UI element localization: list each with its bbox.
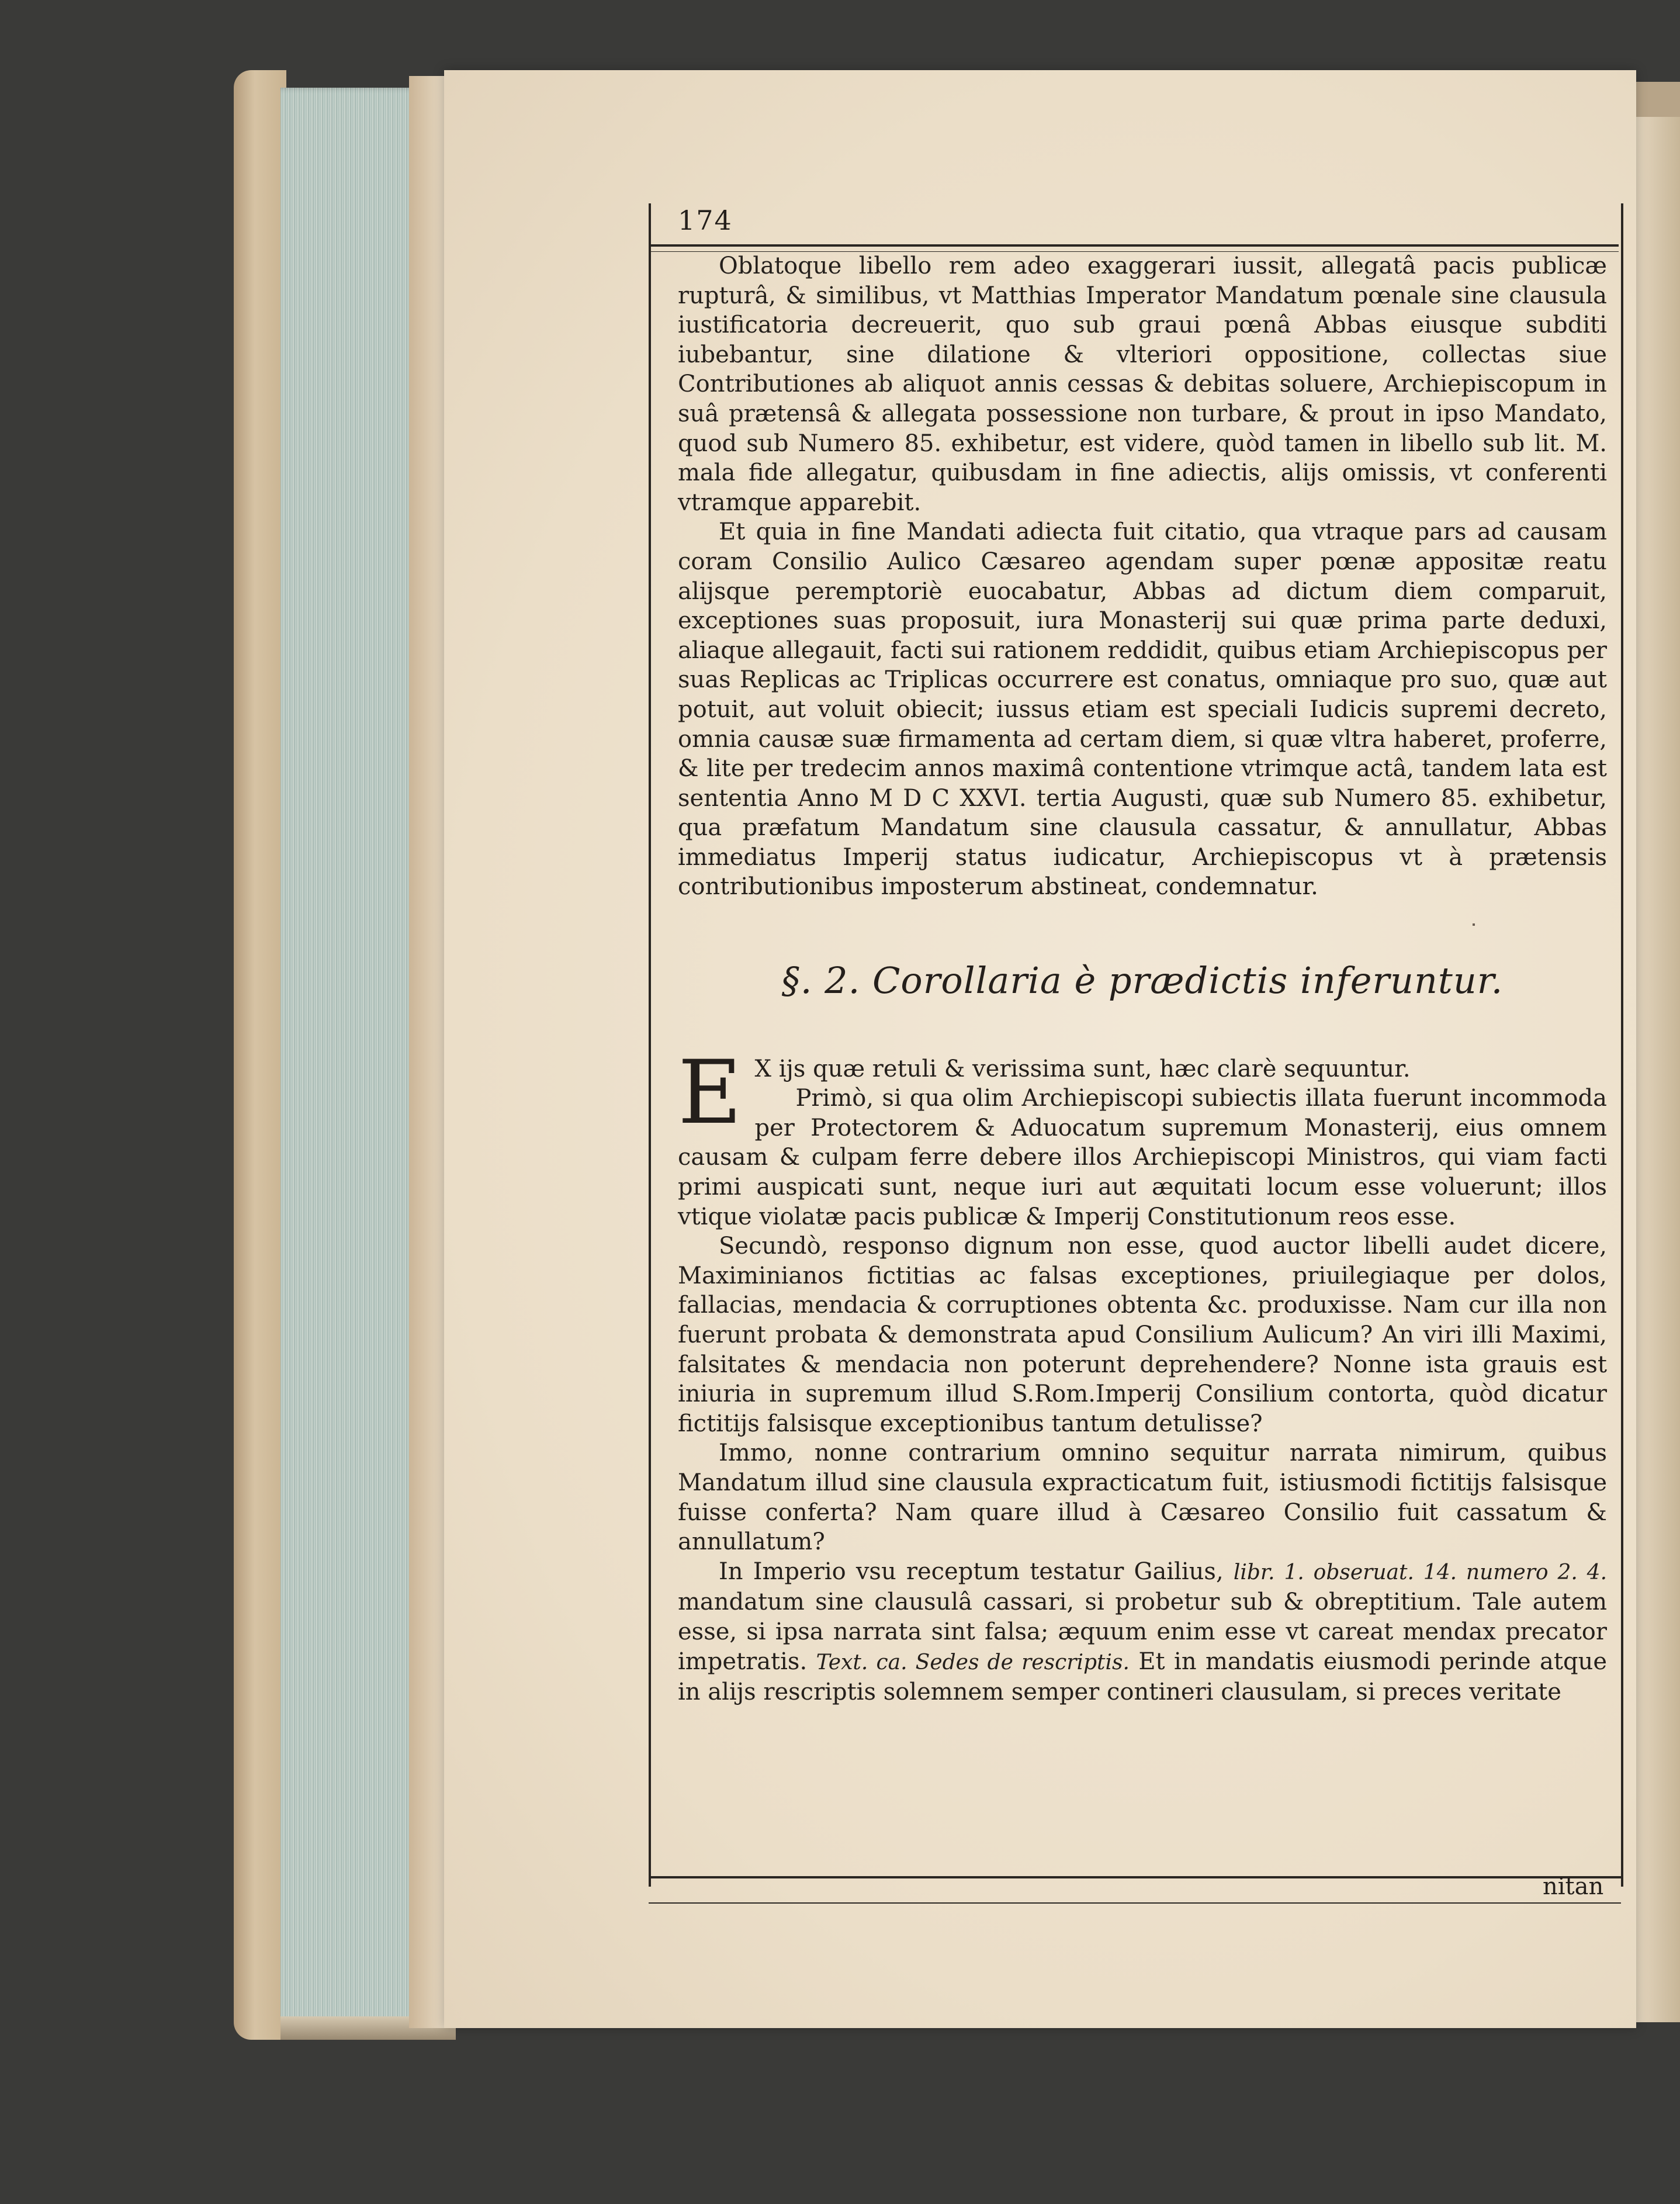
section-heading: §. 2. Corollaria è prædictis inferuntur. <box>781 959 1504 1002</box>
dropcap-text: X ijs quæ retuli & verissima sunt, hæc clarè sequuntur. <box>754 1055 1411 1082</box>
paragraph-6-lead: In Imperio vsu receptum testatur Gailius, <box>719 1558 1224 1585</box>
paragraph-6-mid: mandatum sine clausulâ cassari, si probetur sub & obreptitium. Tale autem esse, si ipsa narrata sint falsa; æquum enim esse vt careat mendax precator impetratis. <box>678 1589 1607 1675</box>
catchword: nitan <box>1543 1873 1604 1900</box>
paragraph-1: Oblatoque libello rem adeo exaggerari iussit, allegatâ pacis publicæ rupturâ, & similibus, vt Matthias Imperator Mandatum pœnale sine clausula iustificatoria decreuerit, quo sub graui pœnâ Abbas eiusque subditi iubebantur, sine dilatione & vlteriori oppositione, collectas siue Contributiones ab aliquot annis cessas & debitas soluere, Archiepiscopum in suâ prætensâ & allegata possessione non turbare, & prout in ipso Mandato, quod sub Numero 85. exhibetur, est videre, quòd tamen in libello sub lit. M. mala fide allegatur, quibusdam in fine adiectis, alijs omissis, vt conferenti vtramque apparebit. <box>678 252 1607 516</box>
header-rule <box>649 244 1619 247</box>
paragraph-4: Secundò, responso dignum non esse, quod auctor libelli audet dicere, Maximinianos fictitias ac falsas exceptiones, priuilegiaque per dolos, fallacias, mendacia & corruptiones obtenta &c. produxisse. Nam cur illa non fuerunt probata & demonstrata apud Consilium Aulicum? An viri illi Maximi, falsitates & mendacia non poterunt deprehendere? Nonne ista grauis est iniuria in supremum illud S.Rom.Imperij Consilium contorta, quòd dicatur fictitijs falsisque exceptionibus tantum detulisse? <box>678 1233 1607 1437</box>
page-body <box>678 251 1607 1707</box>
page-number: 174 <box>678 205 733 236</box>
footer-rule-thin <box>649 1902 1621 1904</box>
paragraph-6 <box>678 1557 1607 1707</box>
citation-gailius: libr. 1. obseruat. 14. numero 2. 4. <box>1233 1560 1608 1584</box>
paragraph-3: Primò, si qua olim Archiepiscopi subiectis illata fuerunt incommoda per Protectorem & Aduocatum supremum Monasterij, eius omnem causam & culpam ferre debere illos Archiepiscopi Ministros, qui viam facti primi auspicati sunt, neque iuri aut æquitati locum esse voluerunt; illos vtique violatæ pacis publicæ & Imperij Constitutionum reos esse. <box>678 1085 1607 1230</box>
paragraph-6-end: Et in mandatis eiusmodi perinde atque in alijs rescriptis solemnem semper contineri clausulam, si preces veritate <box>678 1648 1607 1706</box>
next-page-corner <box>1630 82 1680 117</box>
dropcap-letter: E <box>678 1042 742 1144</box>
facing-page-edge <box>1636 94 1680 2022</box>
paragraph-dropcap <box>678 1042 1607 1144</box>
paragraph-2: Et quia in fine Mandati adiecta fuit citatio, qua vtraque pars ad causam coram Consilio Aulico Cæsareo agendam super pœnæ appositæ reatu alijsque peremptoriè euocabatur, Abbas ad dictum diem comparuit, exceptiones suas proposuit, iura Monasterij sui quæ prima parte deduxi, aliaque allegauit, facti sui rationem reddidit, quibus etiam Archiepiscopus per suas Replicas ac Triplicas occurrere est conatus, omniaque pro suo, quæ aut potuit, aut voluit obiecit; iussus etiam est speciali Iudicis supremi decreto, omnia causæ suæ firmamenta ad certam diem, si quæ vltra haberet, proferre, & lite per tredecim annos maximâ contentione vtrimque actâ, tandem lata est sententia Anno M D C XXVI. tertia Augusti, quæ sub Numero 85. exhibetur, qua præfatum Mandatum sine clausula cassatur, & annullatur, Abbas immediatus Imperij status iudicatur, Archiepiscopus vt à prætensis contributionibus imposterum abstineat, condemnatur. <box>678 518 1607 901</box>
book-spine-edge <box>234 70 286 2040</box>
footer-rule <box>649 1876 1621 1878</box>
citation-text: Text. ca. Sedes de rescriptis. <box>816 1650 1130 1674</box>
paragraph-5: Immo, nonne contrarium omnino sequitur narrata nimirum, quibus Mandatum illud sine clausula expracticatum fuit, istiusmodi fictitijs falsisque fuisse conferta? Nam quare illud à Cæsareo Consilio fuit cassatum & annullatum? <box>678 1440 1607 1556</box>
